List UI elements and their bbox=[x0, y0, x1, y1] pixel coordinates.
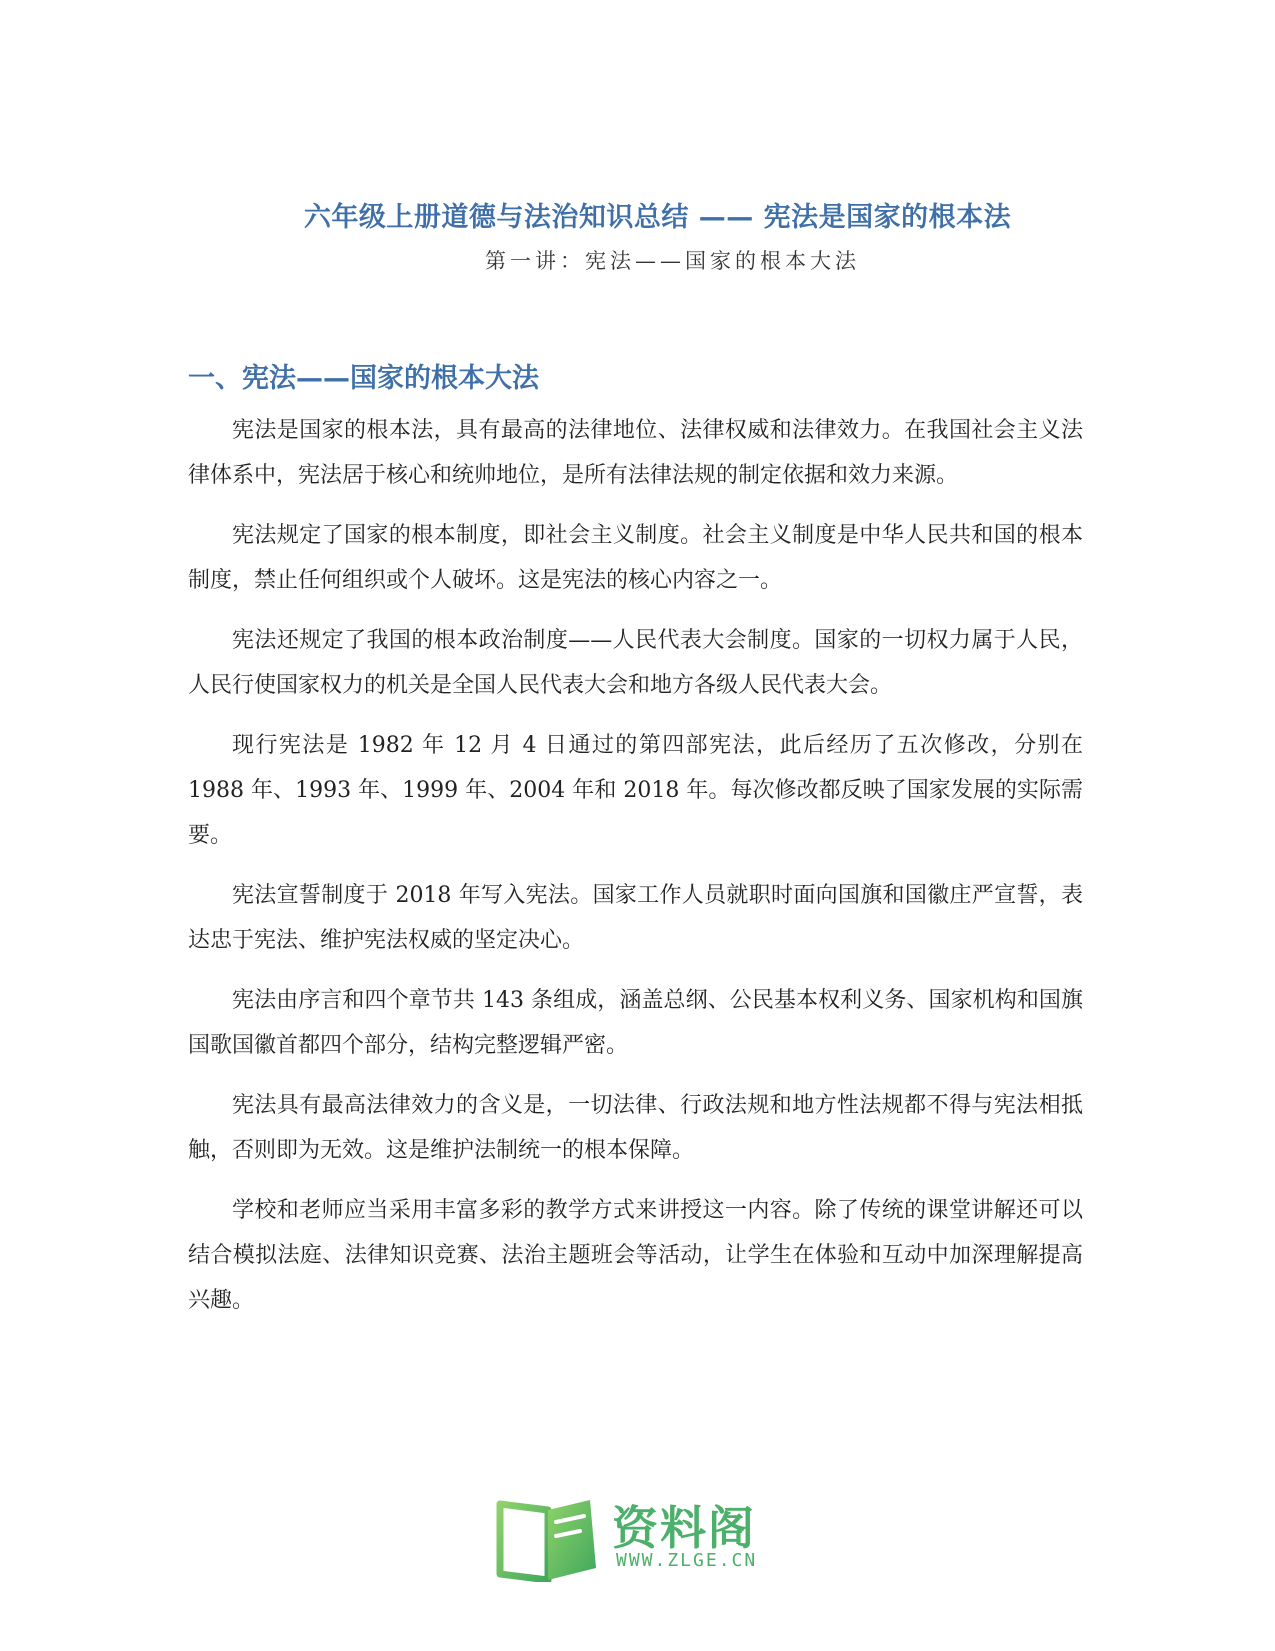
paragraph-6: 宪法由序言和四个章节共 143 条组成，涵盖总纲、公民基本权利义务、国家机构和国旗国歌国徽首都四个部分，结构完整逻辑严密。 bbox=[188, 988, 1083, 1058]
paragraph-4: 现行宪法是 1982 年 12 月 4 日通过的第四部宪法，此后经历了五次修改，分别在 1988 年、1993 年、1999 年、2004 年和 2018 年。每次修改都反映了国家发展的实际需要。 bbox=[188, 733, 1083, 848]
paragraph-1: 宪法是国家的根本法，具有最高的法律地位、法律权威和法律效力。在我国社会主义法律体系中，宪法居于核心和统帅地位，是所有法律法规的制定依据和效力来源。 bbox=[188, 418, 1083, 488]
watermark-logo bbox=[494, 1490, 794, 1582]
watermark-brand: 资料阁 bbox=[612, 1501, 756, 1555]
watermark-url: WWW.ZLGE.CN bbox=[616, 1550, 758, 1571]
paragraph-2: 宪法规定了国家的根本制度，即社会主义制度。社会主义制度是中华人民共和国的根本制度，禁止任何组织或个人破坏。这是宪法的核心内容之一。 bbox=[188, 523, 1083, 593]
section-heading: 一、宪法——国家的根本大法 bbox=[188, 363, 539, 394]
open-book-icon bbox=[494, 1490, 602, 1582]
document-subtitle: 第一讲：宪法——国家的根本大法 bbox=[485, 249, 860, 273]
paragraph-7: 宪法具有最高法律效力的含义是，一切法律、行政法规和地方性法规都不得与宪法相抵触，否则即为无效。这是维护法制统一的根本保障。 bbox=[188, 1093, 1083, 1163]
document-body bbox=[188, 408, 1083, 1338]
document-title: 六年级上册道德与法治知识总结 —— 宪法是国家的根本法 bbox=[303, 202, 1012, 233]
paragraph-8: 学校和老师应当采用丰富多彩的教学方式来讲授这一内容。除了传统的课堂讲解还可以结合模拟法庭、法律知识竞赛、法治主题班会等活动，让学生在体验和互动中加深理解提高兴趣。 bbox=[188, 1198, 1083, 1313]
paragraph-3: 宪法还规定了我国的根本政治制度——人民代表大会制度。国家的一切权力属于人民，人民行使国家权力的机关是全国人民代表大会和地方各级人民代表大会。 bbox=[188, 628, 1083, 698]
paragraph-5: 宪法宣誓制度于 2018 年写入宪法。国家工作人员就职时面向国旗和国徽庄严宣誓，表达忠于宪法、维护宪法权威的坚定决心。 bbox=[188, 883, 1083, 953]
